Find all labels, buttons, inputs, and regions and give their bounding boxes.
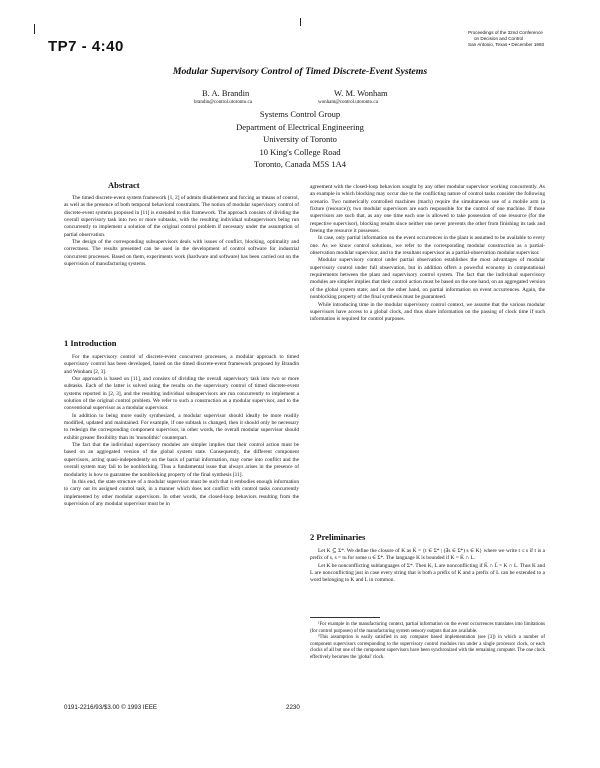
abstract-body xyxy=(64,195,299,268)
proceedings-info xyxy=(468,30,578,48)
affiliation-line-3: University of Toronto xyxy=(263,134,337,144)
scan-mark-mid xyxy=(300,18,301,26)
introduction-body xyxy=(64,354,299,508)
affiliation-line-4: 10 King's College Road xyxy=(259,146,341,157)
introduction-paragraph: In addition to being more easily synthesized, a modular supervisor should ideally be more readily modified, updated and maintained. For example, if one subtask is changed, then it should only be necessary to redesign the corresponding component supervisor, in other words, the overall modular supervisor should exhibit greater flexibility than its 'monolithic' counterpart. xyxy=(64,412,299,441)
footnote-rule xyxy=(310,617,380,618)
introduction-paragraph: In this end, the state structure of a modular supervisor must be such that it embodies enough information to carry out its assigned control task, in a manner which does not conflict with control tasks concurrently implemented by other modular supervisors. In other words, the closed-loop behaviors resulting from the supervision of any modular supervisor must be in xyxy=(64,478,299,507)
body-paragraph: agreement with the closed-loop behaviors sought by any other modular supervisor working concurrently. As an example in which blocking may occur due to the conflicting nature of control tasks consider the following scenario. Two numerically controlled machines (mach) require the simultaneous use of a mobile arm (a fixture (resource)); two modular supervisors are each responsible for the control of one machine. If those supervisors are such that, as any one time each one is allowed to take possession of one resource (for the respective supervisor), blocking results since neither one never prevents the other from finishing its task and freeing the resource it possesses. xyxy=(310,184,545,235)
right-column-body xyxy=(310,184,545,324)
copyright-line: 0191-2216/93/$3.00 © 1993 IEEE xyxy=(64,704,157,711)
paper-title: Modular Supervisory Control of Timed Discrete-Event Systems xyxy=(172,66,428,77)
scan-mark-left xyxy=(34,24,35,34)
preliminaries-paragraph: Let K be nonconflicting sublanguages of Σ*. Then K, L are nonconflicting if K̄ ∩ L̄ = K ∩ L. Thus K and L are nonconflicting just in case every string that is both a prefix of K and a prefix of L can be extended to a word belonging to K and L in common. xyxy=(310,562,545,584)
author-name-2: W. M. Wonham xyxy=(334,88,388,98)
page-number: 2230 xyxy=(286,704,300,711)
introduction-heading: 1 Introduction xyxy=(64,338,117,348)
abstract-heading: Abstract xyxy=(108,180,140,190)
preliminaries-body xyxy=(310,548,545,585)
abstract-paragraph: The design of the corresponding subsupervisors deals with issues of conflict, blocking, optimality and correctness. The results presented can be used in the development of control software for industrial concurrent processes. Based on them, experiments work (hardware and software) has been carried out on the supervision of manufacturing systems. xyxy=(64,239,299,268)
proceedings-line-2: on Decision and Control xyxy=(474,36,524,41)
introduction-paragraph: For the supervisory control of discrete-event concurrent processes, a modular approach to timed supervisory control has been developed, based on the timed discrete-event framework proposed by Brandin and Wonham [2, 3]. xyxy=(64,354,299,375)
footnotes xyxy=(310,622,545,662)
affiliation-line-5: Toronto, Canada M5S 1A4 xyxy=(254,159,346,169)
body-paragraph: While introducing time in the modular supervisory control context, we assume that the various modular supervisors have access to a global clock, and thus share information on the passing of clock time if such information is required for control purposes. xyxy=(310,301,545,323)
footnote: ¹For example in the manufacturing context, partial information on the event occurrences translates into limitations (for control purposes) of the manufacturing system sensory outputs that are available. xyxy=(310,622,545,634)
footnote: ²This assumption is easily satisfied in any computer based implementation (see [3]) in which a number of component supervisors corresponding to the supervisory control modules run under a single processor clock, or each clocks of all but one of the component supervisors have been synchronized with the remaining computer. The one clock effectively becomes the 'global' clock. xyxy=(310,635,545,660)
body-paragraph: In case, only partial information on the event occurrences in the plant is assumed to be available to every one. As we know control solutions, we refer to the corresponding modular construction as a partial-observation modular supervisor, and to the resultant supervisor as a partial-observation modular supervisor. xyxy=(310,235,545,257)
preliminaries-heading: 2 Preliminaries xyxy=(310,532,366,542)
affiliation-line-2: Department of Electrical Engineering xyxy=(236,121,364,132)
author-name-1: B. A. Brandin xyxy=(202,88,250,98)
author-email-2: wonham@control.utoronto.ca xyxy=(318,100,378,105)
author-email-1: brandin@control.utoronto.ca xyxy=(194,100,252,105)
introduction-paragraph: Our approach is based on [11], and consists of dividing the overall supervisory task into two or more subtasks. Each of the latter is solved using the results on the supervisory control of timed discrete-event systems reported in [2, 3], and the resulting individual subsupervisors are run concurrently to implement a solution of the original control problem. We refer to such a construction as a modular supervisor, and to the conventional supervisor as a modular supervisor. xyxy=(64,376,299,412)
affiliation-line-1: Systems Control Group xyxy=(259,109,341,119)
introduction-paragraph: The fact that the individual supervisory modules are simpler implies that their control action must be based on an aggregated version of the global system state. Consequently, the different component supervisors, acting quasi-independently on the basis of partial information, may come into conflict and the overall system may fail to be nonblocking. Thus a fundamental issue that always arises in the presence of modularity is how to guarantee the nonblocking property of the final synthesis [11]. xyxy=(64,442,299,478)
body-paragraph: Modular supervisory control under partial observation establishes the most advantages of modular supervisory control under full observation, but in addition offers a powerful economy in computational requirements between the plant and supervisory control system. The fact that the individual supervisory modules are simpler implies that their control action must be based on the one hand, on an aggregated version of the global system state; and on the other hand, on partial information on event occurrences. Again, the nonblocking property of the final synthesis must be guaranteed. xyxy=(310,257,545,301)
abstract-paragraph: The timed discrete-event system framework [1, 2] of admits disablement and forcing as means of control, as well as the presence of both temporal behavioral constraints. The notion of modular supervisory control of discrete-event systems proposed in [11] is extended to this framework. The approach consists of dividing the overall supervisory task into two or more subtasks, with the resulting individual subsupervisors being run concurrently to implement a solution of the original control problem if necessary under the assumption of partial observation. xyxy=(64,195,299,238)
affiliation xyxy=(0,108,600,171)
proceedings-line-3: San Antonio, Texas • December 1993 xyxy=(468,42,545,47)
preliminaries-paragraph: Let K ⊆ Σ*. We define the closure of K as K̄ = {t ∈ Σ* | (∃s ∈ Σ*) s ∈ K} where we write t ≤ s if t is a prefix of s, s = tu for some u ∈ Σ*. The language K is bounded if K = K̄ ∩ L. xyxy=(310,548,545,562)
session-code: TP7 - 4:40 xyxy=(48,38,124,55)
proceedings-line-1: Proceedings of the 32nd Conference xyxy=(468,30,543,35)
